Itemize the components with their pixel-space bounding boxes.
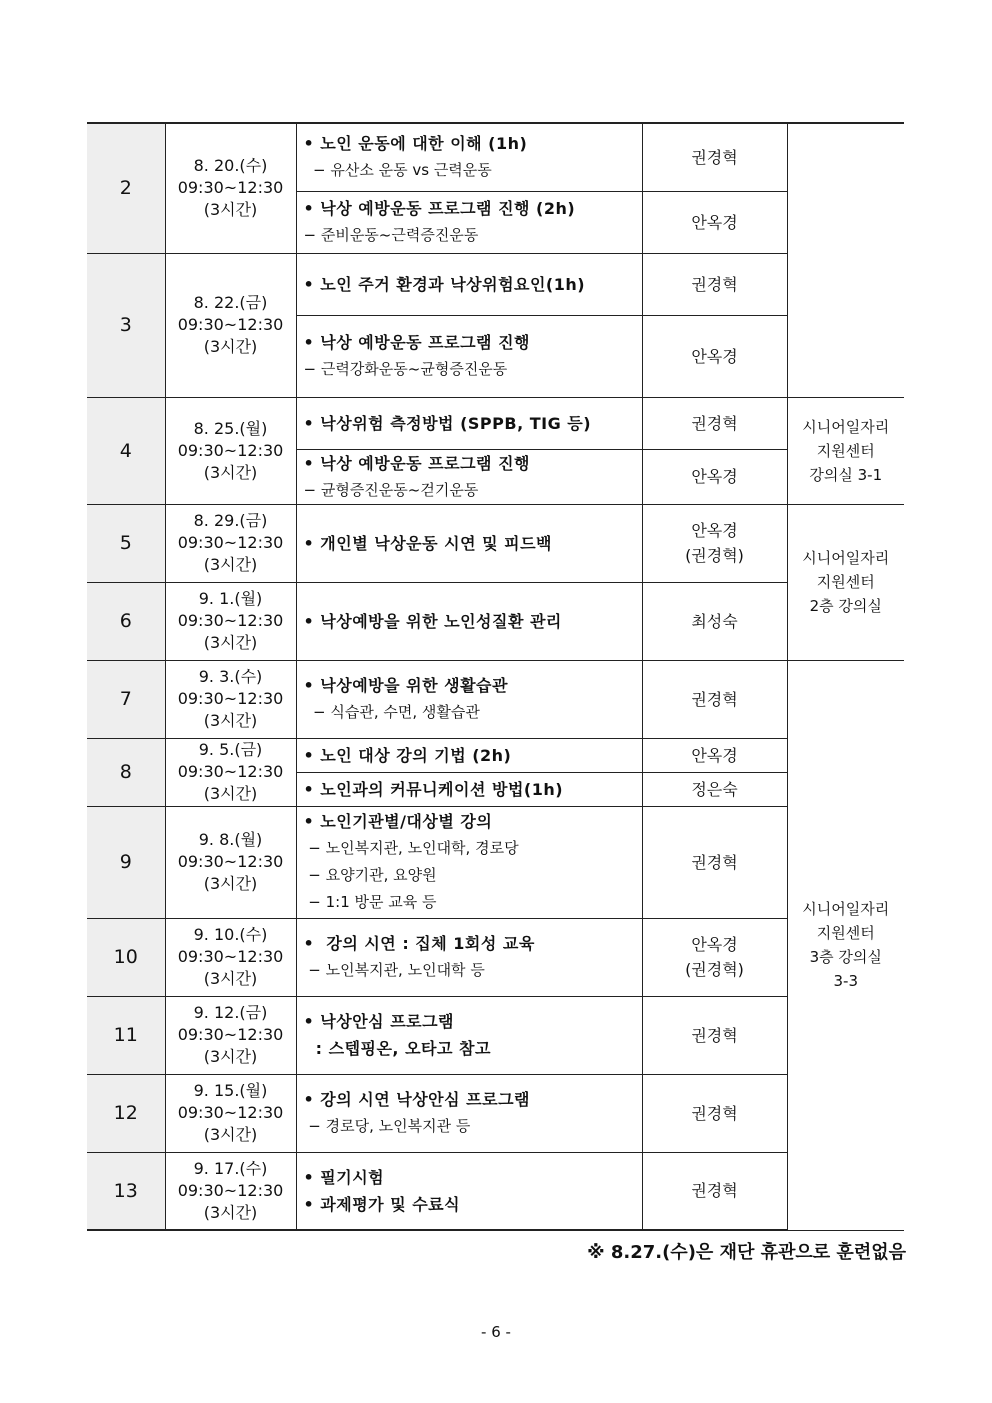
session-time: 09:30~12:30 xyxy=(177,689,284,708)
session-time: 09:30~12:30 xyxy=(177,1180,284,1200)
session-date-cell xyxy=(165,253,296,397)
instructor-cell xyxy=(642,738,787,772)
session-content xyxy=(296,449,642,504)
instructor-name: 안옥경 xyxy=(691,212,738,232)
instructor-name: 안옥경 xyxy=(691,521,738,540)
session-content xyxy=(296,1074,642,1152)
session-content xyxy=(296,772,642,806)
session-content xyxy=(296,660,642,738)
session-hours: (3시간) xyxy=(203,969,258,988)
session-content xyxy=(296,582,642,660)
session-hours: (3시간) xyxy=(203,784,258,803)
session-hours: (3시간) xyxy=(203,633,258,652)
session-hours: (3시간) xyxy=(203,462,258,482)
content-topic: • 필기시험 xyxy=(303,1167,385,1187)
session-date-cell xyxy=(165,504,296,582)
content-topic: • 낙상 예방운동 프로그램 진행 xyxy=(303,453,530,473)
session-number: 3 xyxy=(87,253,165,397)
session-date-cell xyxy=(165,806,296,918)
schedule-row xyxy=(87,504,904,582)
instructor-cell xyxy=(642,660,787,738)
session-time: 09:30~12:30 xyxy=(177,611,284,630)
instructor-name: 권경혁 xyxy=(691,852,738,872)
content-topic: • 강의 시연 : 집체 1회성 교육 xyxy=(303,934,535,953)
session-hours: (3시간) xyxy=(203,555,258,574)
content-detail: − 경로당, 노인복지관 등 xyxy=(303,1117,471,1135)
instructor-cell xyxy=(642,806,787,918)
session-date: 9. 12.(금) xyxy=(193,1003,268,1022)
content-detail: − 유산소 운동 vs 근력운동 xyxy=(303,161,492,180)
session-number: 12 xyxy=(87,1074,165,1152)
session-number: 9 xyxy=(87,806,165,918)
location-line: 시니어일자리 xyxy=(802,900,890,918)
session-content xyxy=(296,504,642,582)
content-topic: • 낙상예방을 위한 노인성질환 관리 xyxy=(303,611,562,631)
content-topic: • 낙상 예방운동 프로그램 진행 xyxy=(303,333,530,352)
content-detail: − 1:1 방문 교육 등 xyxy=(303,893,437,911)
content-topic: • 강의 시연 낙상안심 프로그램 xyxy=(303,1090,530,1109)
instructor-cell xyxy=(642,191,787,253)
session-hours: (3시간) xyxy=(203,1125,258,1144)
content-topic: • 노인과의 커뮤니케이션 방법(1h) xyxy=(303,779,564,799)
session-date: 9. 5.(금) xyxy=(198,740,263,759)
instructor-name: 권경혁 xyxy=(691,689,738,709)
instructor-name: 권경혁 xyxy=(691,274,738,294)
location-line: 지원센터 xyxy=(816,924,875,942)
session-number: 13 xyxy=(87,1152,165,1230)
instructor-name: 최성숙 xyxy=(691,611,738,631)
session-date: 9. 1.(월) xyxy=(198,589,263,608)
session-number: 2 xyxy=(87,123,165,253)
instructor-name: 안옥경 xyxy=(691,935,738,954)
instructor-cell xyxy=(642,582,787,660)
content-detail: − 균형증진운동~걷기운동 xyxy=(303,480,479,499)
content-detail: − 노인복지관, 노인대학, 경로당 xyxy=(303,839,519,857)
session-date: 9. 17.(수) xyxy=(193,1158,268,1178)
schedule-row xyxy=(87,253,904,315)
session-content xyxy=(296,397,642,449)
instructor-cell xyxy=(642,996,787,1074)
schedule-body xyxy=(87,123,904,1230)
session-date-cell xyxy=(165,1152,296,1230)
session-time: 09:30~12:30 xyxy=(177,315,284,334)
session-date: 8. 20.(수) xyxy=(193,156,268,176)
location-line: 지원센터 xyxy=(816,441,875,460)
session-content xyxy=(296,253,642,315)
schedule-row xyxy=(87,738,904,772)
instructor-name: 안옥경 xyxy=(691,467,738,486)
content-topic: : 스텝핑온, 오타고 참고 xyxy=(303,1039,491,1058)
session-date-cell xyxy=(165,918,296,996)
content-topic: • 과제평가 및 수료식 xyxy=(303,1194,461,1214)
page-number: - 6 - xyxy=(481,1323,511,1341)
session-number: 10 xyxy=(87,918,165,996)
instructor-cell xyxy=(642,772,787,806)
location-line: 지원센터 xyxy=(816,573,875,591)
content-detail: − 준비운동~근력증진운동 xyxy=(303,226,479,244)
session-date: 9. 15.(월) xyxy=(193,1081,268,1100)
session-number: 5 xyxy=(87,504,165,582)
session-time: 09:30~12:30 xyxy=(177,178,284,198)
instructor-cell xyxy=(642,315,787,397)
session-content xyxy=(296,191,642,253)
schedule-table xyxy=(87,122,904,1231)
session-number: 6 xyxy=(87,582,165,660)
content-detail: − 식습관, 수면, 생활습관 xyxy=(303,703,480,721)
instructor-cell xyxy=(642,449,787,504)
schedule-row xyxy=(87,806,904,918)
session-date-cell xyxy=(165,996,296,1074)
session-hours: (3시간) xyxy=(203,337,258,356)
content-topic: • 노인 대상 강의 기법 (2h) xyxy=(303,745,512,765)
instructor-cell xyxy=(642,1074,787,1152)
schedule-row xyxy=(87,1074,904,1152)
instructor-name: 정은숙 xyxy=(691,779,738,799)
location-line: 시니어일자리 xyxy=(802,549,890,567)
location-cell xyxy=(787,123,904,397)
session-number: 11 xyxy=(87,996,165,1074)
instructor-name: (권경혁) xyxy=(685,546,744,565)
content-detail: − 근력강화운동~균형증진운동 xyxy=(303,360,508,378)
session-hours: (3시간) xyxy=(203,200,258,220)
location-line: 3층 강의실 xyxy=(809,948,882,966)
session-number: 4 xyxy=(87,397,165,504)
location-cell xyxy=(787,397,904,504)
session-content xyxy=(296,315,642,397)
session-content xyxy=(296,918,642,996)
instructor-cell xyxy=(642,253,787,315)
content-topic: • 낙상위험 측정방법 (SPPB, TIG 등) xyxy=(303,413,592,433)
content-detail: − 요양기관, 요양원 xyxy=(303,866,437,884)
session-date: 9. 10.(수) xyxy=(193,925,268,944)
session-date: 9. 8.(월) xyxy=(198,830,263,849)
session-date-cell xyxy=(165,397,296,504)
instructor-name: 권경혁 xyxy=(691,1181,738,1201)
instructor-name: 권경혁 xyxy=(691,413,738,433)
schedule-row xyxy=(87,996,904,1074)
schedule-row xyxy=(87,918,904,996)
instructor-cell xyxy=(642,1152,787,1230)
schedule-row xyxy=(87,123,904,191)
content-topic: • 낙상 예방운동 프로그램 진행 (2h) xyxy=(303,199,576,218)
content-detail: − 노인복지관, 노인대학 등 xyxy=(303,961,485,979)
location-line: 시니어일자리 xyxy=(802,417,890,436)
session-content xyxy=(296,123,642,191)
session-content xyxy=(296,996,642,1074)
session-date-cell xyxy=(165,582,296,660)
session-time: 09:30~12:30 xyxy=(177,947,284,966)
content-topic: • 노인기관별/대상별 강의 xyxy=(303,812,493,831)
session-time: 09:30~12:30 xyxy=(177,440,284,460)
session-time: 09:30~12:30 xyxy=(177,533,284,552)
holiday-note: ※ 8.27.(수)은 재단 휴관으로 훈련없음 xyxy=(587,1242,906,1263)
session-number: 8 xyxy=(87,738,165,806)
schedule-row xyxy=(87,660,904,738)
instructor-name: 안옥경 xyxy=(691,346,738,366)
content-topic: • 노인 주거 환경과 낙상위험요인(1h) xyxy=(303,274,586,294)
session-date-cell xyxy=(165,738,296,806)
session-hours: (3시간) xyxy=(203,711,258,730)
location-cell xyxy=(787,660,904,1230)
session-hours: (3시간) xyxy=(203,1202,258,1222)
location-line: 강의실 3-1 xyxy=(809,465,883,484)
content-topic: • 낙상안심 프로그램 xyxy=(303,1012,455,1031)
session-date: 9. 3.(수) xyxy=(198,667,263,686)
session-time: 09:30~12:30 xyxy=(177,1103,284,1122)
content-topic: • 개인별 낙상운동 시연 및 피드백 xyxy=(303,533,553,553)
session-date-cell xyxy=(165,123,296,253)
session-number: 7 xyxy=(87,660,165,738)
instructor-name: 권경혁 xyxy=(691,1025,738,1045)
session-time: 09:30~12:30 xyxy=(177,1025,284,1044)
instructor-cell xyxy=(642,504,787,582)
session-time: 09:30~12:30 xyxy=(177,852,284,871)
location-line: 2층 강의실 xyxy=(809,597,882,615)
instructor-name: 권경혁 xyxy=(691,1103,738,1123)
instructor-name: 안옥경 xyxy=(691,745,738,765)
schedule-row xyxy=(87,1152,904,1230)
instructor-cell xyxy=(642,397,787,449)
instructor-cell xyxy=(642,123,787,191)
session-content xyxy=(296,738,642,772)
content-topic: • 낙상예방을 위한 생활습관 xyxy=(303,676,508,695)
session-date-cell xyxy=(165,660,296,738)
session-date-cell xyxy=(165,1074,296,1152)
session-content xyxy=(296,806,642,918)
location-cell xyxy=(787,504,904,660)
session-date: 8. 25.(월) xyxy=(193,418,268,438)
location-line: 3-3 xyxy=(833,972,858,990)
instructor-name: (권경혁) xyxy=(685,960,744,979)
instructor-cell xyxy=(642,918,787,996)
schedule-row xyxy=(87,397,904,449)
session-date: 8. 29.(금) xyxy=(193,511,268,530)
session-hours: (3시간) xyxy=(203,1047,258,1066)
session-time: 09:30~12:30 xyxy=(177,762,284,781)
session-date: 8. 22.(금) xyxy=(193,293,268,312)
instructor-name: 권경혁 xyxy=(691,147,738,167)
session-hours: (3시간) xyxy=(203,874,258,893)
schedule-row xyxy=(87,582,904,660)
content-topic: • 노인 운동에 대한 이해 (1h) xyxy=(303,134,528,154)
session-content xyxy=(296,1152,642,1230)
